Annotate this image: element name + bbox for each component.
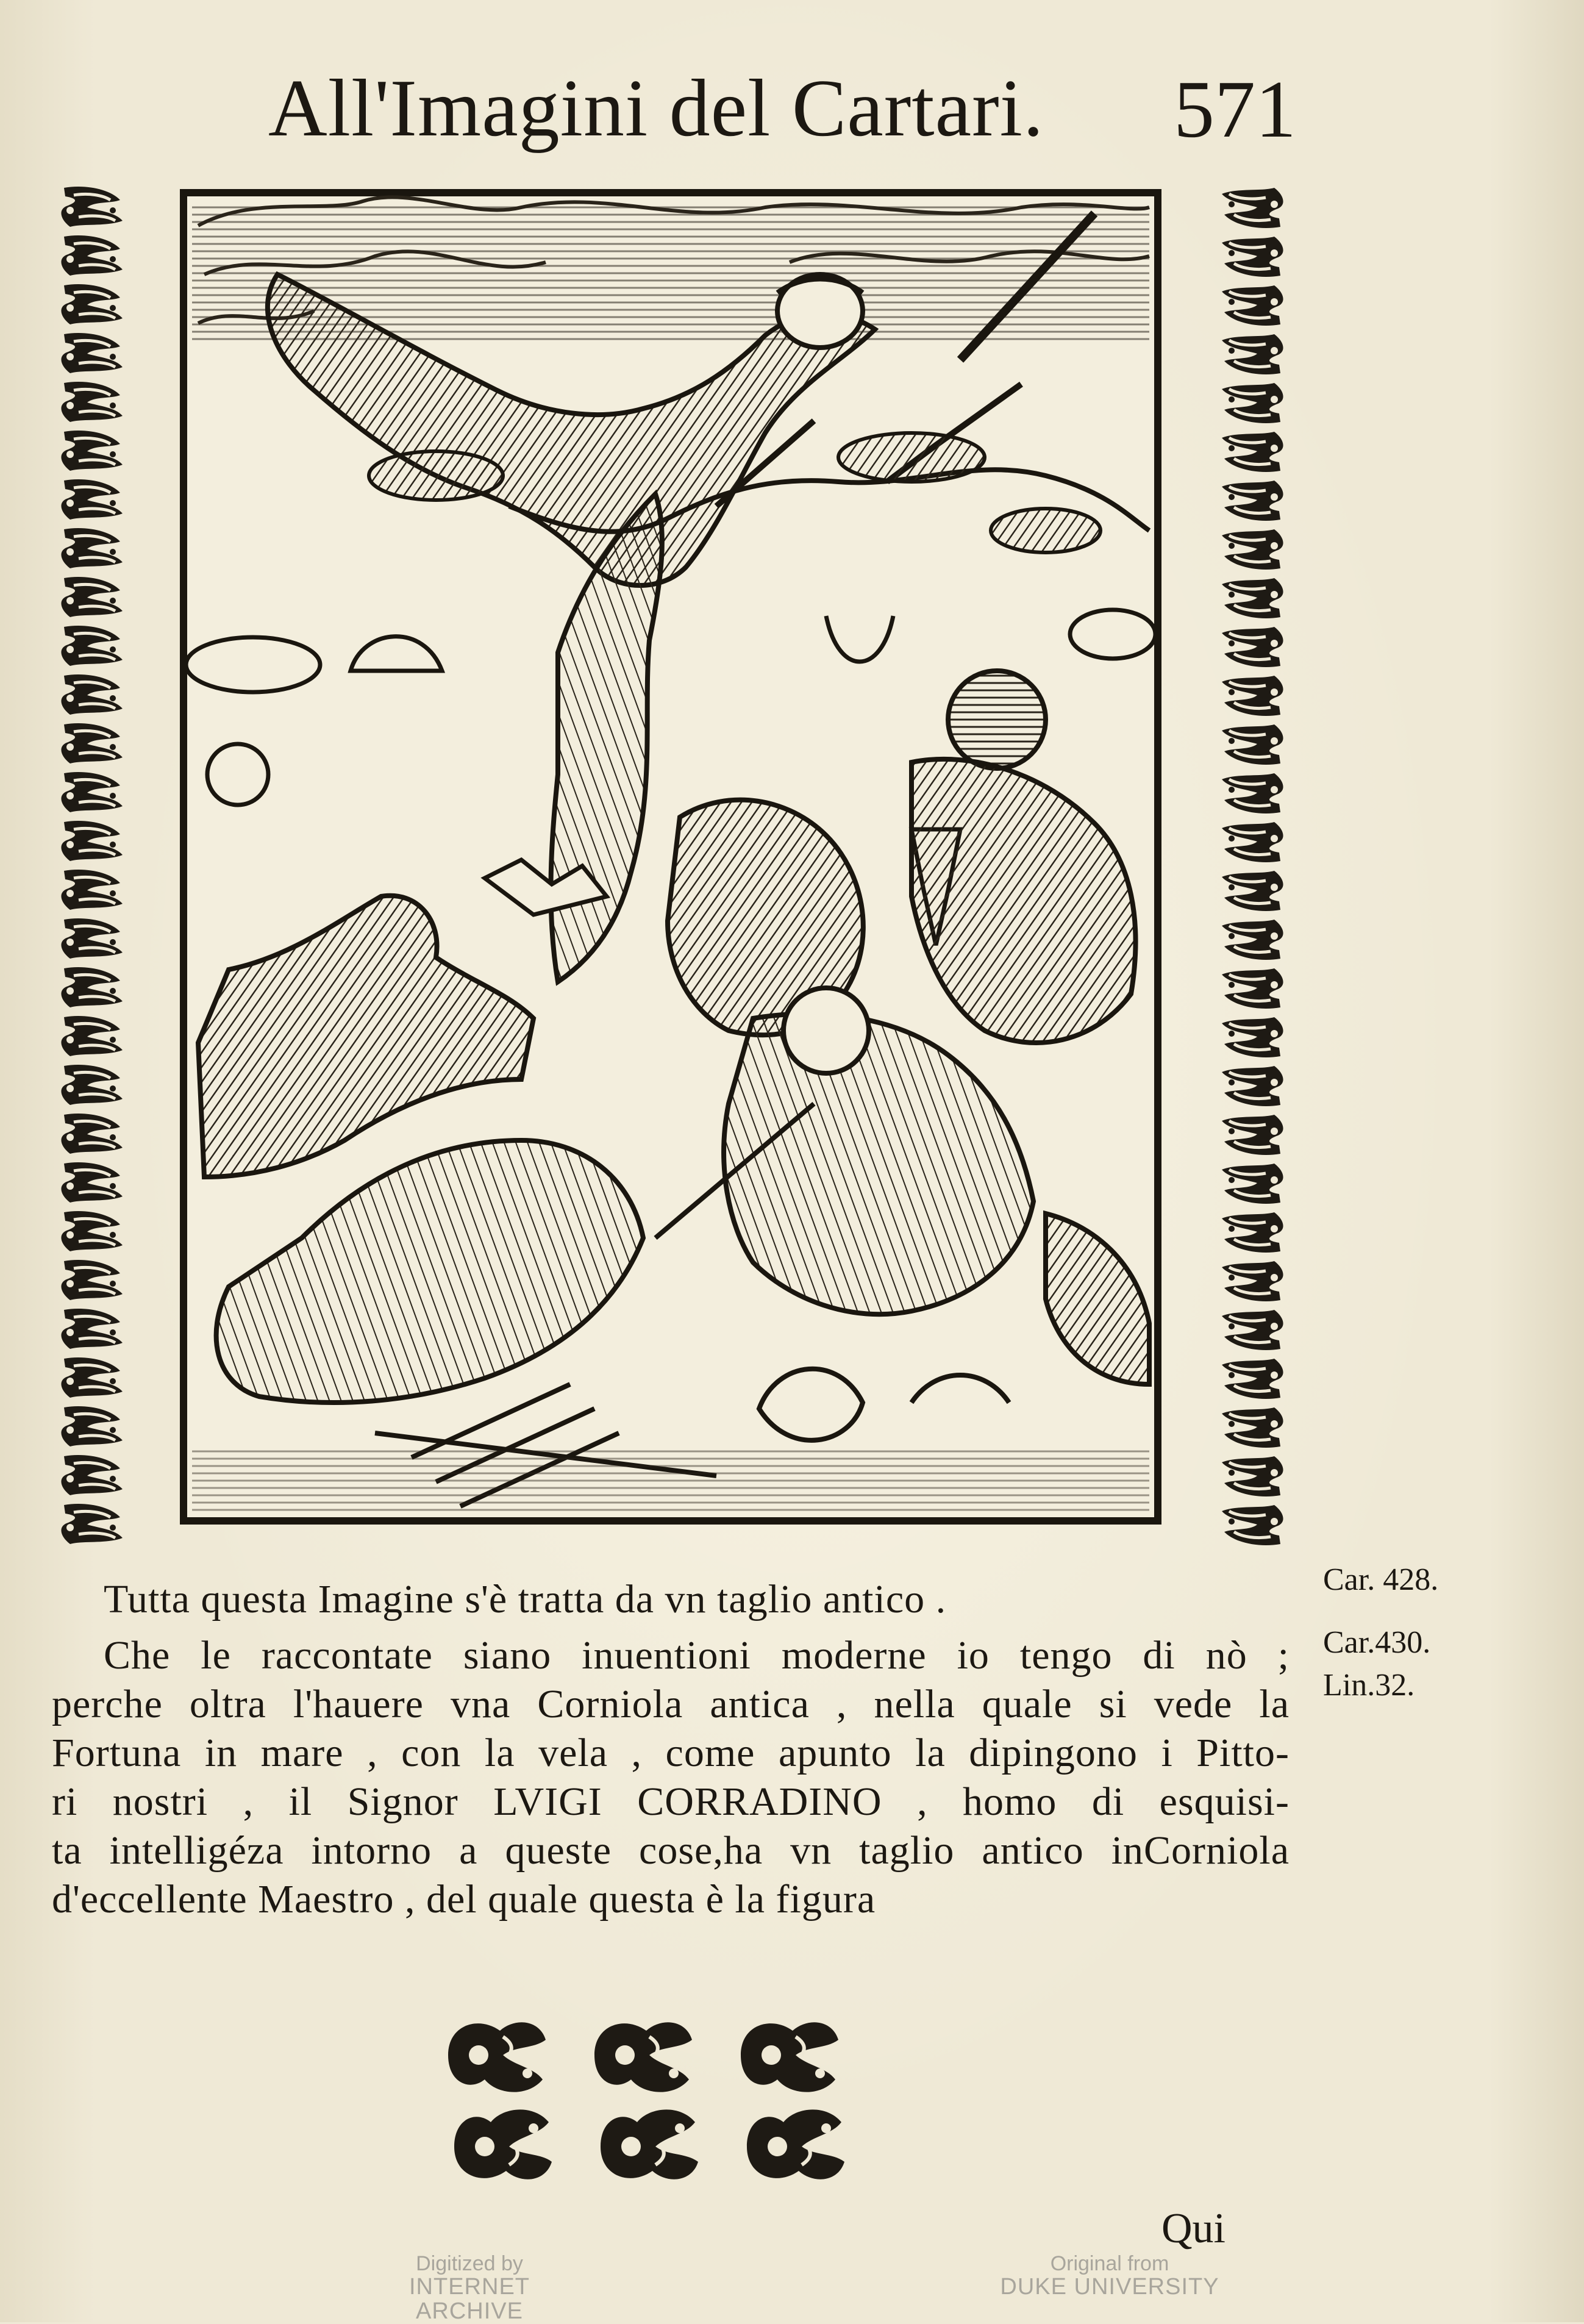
watermark-line: DUKE UNIVERSITY: [1000, 2273, 1219, 2300]
text-line: d'eccellente Maestro , del quale questa è la figura: [52, 1877, 876, 1922]
text-line: ri nostri , il Signor LVIGI CORRADINO , homo di esquisi-: [52, 1779, 1290, 1824]
text-line: Che le raccontate siano inuentioni moderne io tengo di nò ;: [104, 1633, 1290, 1678]
digitizer-watermark: [360, 2253, 579, 2323]
text-line: perche oltra l'hauere vna Corniola antica , nella quale si vede la: [52, 1682, 1290, 1726]
border-pattern: [61, 187, 123, 1544]
text-line: ta intelligéza intorno a queste cose,ha vn taglio antico inCorniola: [52, 1828, 1290, 1873]
printers-ornament: [442, 2012, 875, 2195]
left-ornamental-border: [52, 183, 131, 1549]
border-pattern: [1222, 188, 1283, 1545]
figure-caption: Tutta questa Imagine s'è tratta da vn taglio antico .: [104, 1577, 947, 1621]
margin-note: Car. 428.: [1323, 1562, 1439, 1597]
watermark-line: Original from: [1050, 2252, 1169, 2275]
catchword: Qui: [1161, 2205, 1225, 2252]
ornament-top-row: [448, 2022, 838, 2092]
right-ornamental-border: [1213, 183, 1293, 1549]
ornament-bottom-row: [454, 2109, 844, 2179]
running-title: All'Imagini del Cartari.: [268, 63, 1044, 153]
page-number: 571: [1174, 64, 1296, 154]
margin-note: Lin.32.: [1323, 1668, 1415, 1703]
watermark-line: INTERNET ARCHIVE: [409, 2273, 530, 2324]
woodcut-illustration: [180, 189, 1161, 1525]
body-paragraph: [52, 1631, 1290, 1924]
margin-note: Car.430.: [1323, 1625, 1431, 1660]
source-watermark: [1000, 2253, 1219, 2300]
watermark-line: Digitized by: [416, 2252, 523, 2275]
text-line: Fortuna in mare , con la vela , come apunto la dipingono i Pitto-: [52, 1731, 1290, 1775]
